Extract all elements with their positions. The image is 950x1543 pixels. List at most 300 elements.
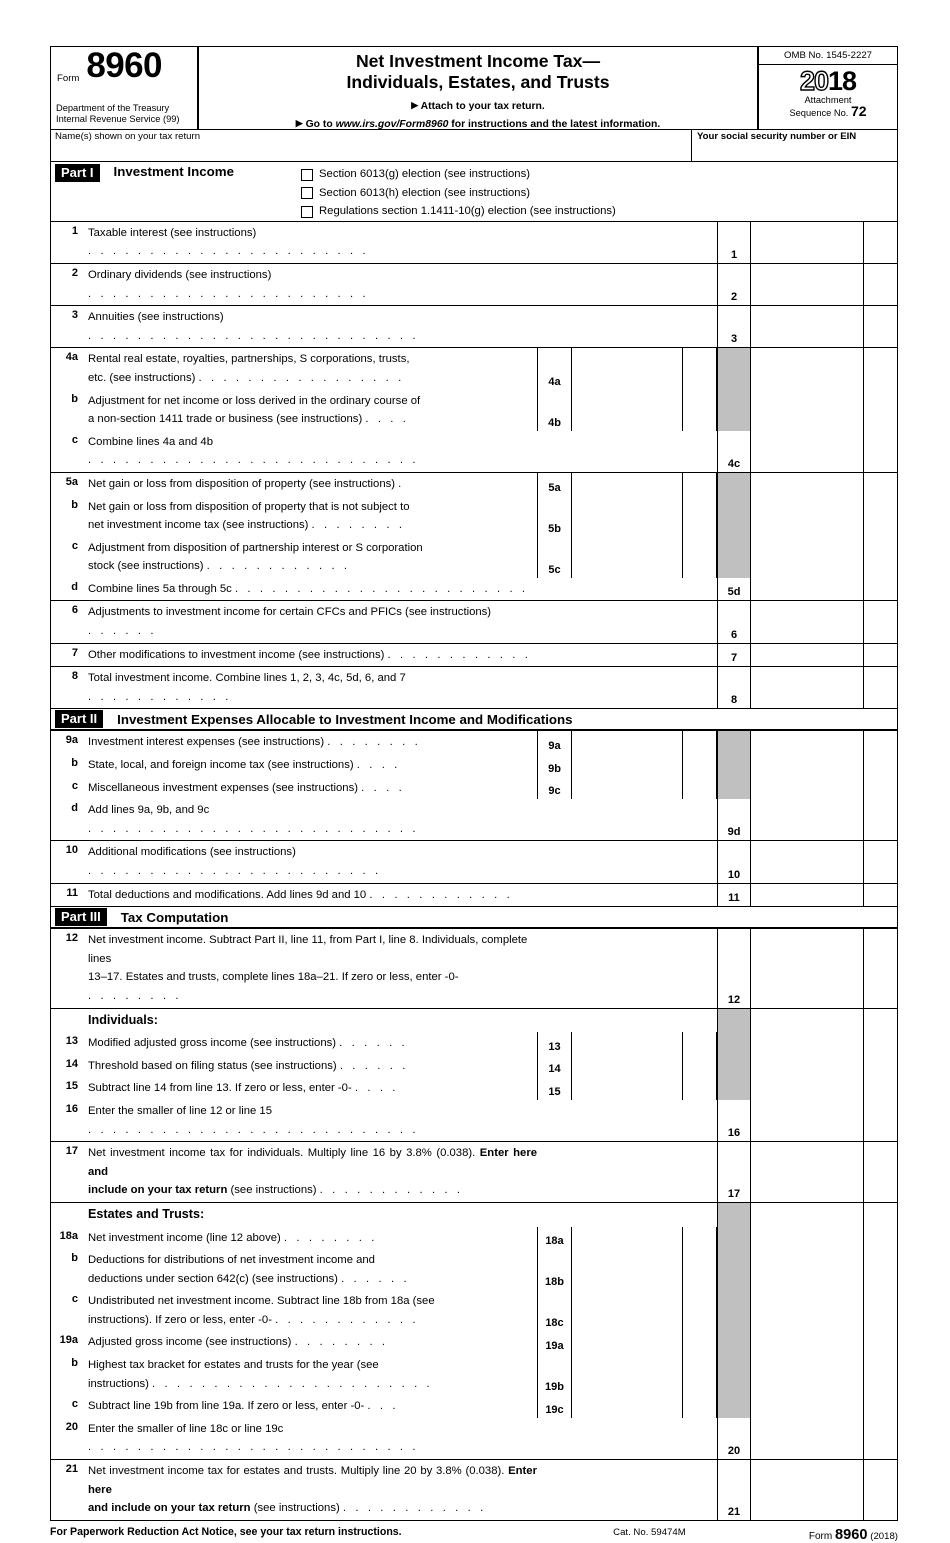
sub-line-number: 9b: [537, 754, 572, 777]
line-text: Total deductions and modifications. Add lines 9d and 10: [88, 888, 367, 901]
line-text: Miscellaneous investment expenses (see instructions): [88, 781, 358, 794]
leader-dots: . . . . . . . .: [327, 736, 421, 749]
part-1-title: Investment Income: [113, 164, 234, 179]
line21-text-b: Enter here: [88, 1465, 537, 1496]
cents-input: [864, 1009, 897, 1033]
sub-amount-input[interactable]: [572, 1395, 683, 1418]
table-row: [50, 537, 898, 578]
amount-line-number: 9d: [717, 799, 751, 840]
sub-column-spacer: [537, 1009, 717, 1033]
line-number: c: [71, 779, 78, 792]
sub-cents-input[interactable]: [683, 390, 717, 431]
line-description: [82, 264, 537, 305]
amount-input[interactable]: [751, 264, 864, 305]
cents-input: [864, 1055, 897, 1078]
sub-cents-input[interactable]: [683, 1077, 717, 1100]
footer-form-word: Form: [808, 1530, 833, 1542]
leader-dots: . . . . . . . . . . . . . . . . . . . . . . . .: [88, 865, 382, 877]
leader-dots: . . . . . . . . . . . . . . . . .: [198, 371, 405, 384]
name-label: Name(s) shown on your tax return: [55, 131, 201, 142]
sub-cents-input[interactable]: [683, 754, 717, 777]
line-number: 7: [71, 646, 78, 659]
cents-input[interactable]: [864, 264, 897, 305]
sub-amount-input[interactable]: [572, 1249, 683, 1290]
amount-cell: [717, 799, 897, 840]
cents-input: [864, 1395, 897, 1418]
table-row: [50, 1100, 898, 1142]
part-3-title: Tax Computation: [120, 909, 229, 925]
omb-number: OMB No. 1545-2227: [759, 47, 897, 65]
amount-line-number: 10: [717, 841, 751, 882]
line-number: 20: [65, 1420, 78, 1433]
table-row: [50, 1142, 898, 1203]
cents-input[interactable]: [864, 841, 897, 882]
amount-cell: [717, 667, 897, 708]
line-text-2b: 13–17. Estates and trusts, complete lines 18a–21. If zero or less, enter -0-: [88, 971, 459, 984]
amount-input[interactable]: [751, 1142, 864, 1202]
checkbox-6013h[interactable]: [301, 187, 313, 199]
line-text: Enter the smaller of line 12 or line 15: [88, 1104, 272, 1117]
amount-input[interactable]: [751, 799, 864, 840]
line-text: Enter the smaller of line 18c or line 19c: [88, 1422, 284, 1435]
form-title-line-1: Net Investment Income Tax—: [355, 51, 601, 71]
line-text-1: Adjustment from disposition of partnership interest or S corporation: [88, 541, 423, 554]
checkbox-reg-1411-10g[interactable]: [301, 206, 313, 218]
gray-block: [717, 1203, 751, 1227]
sub-column-spacer: [537, 884, 717, 907]
leader-dots: . . . . . . . . . . . . . . . . . . . . . . . . . . .: [88, 822, 419, 835]
sub-cents-input[interactable]: [683, 473, 717, 496]
sub-amount-input[interactable]: [572, 754, 683, 777]
line-description: [82, 1077, 537, 1100]
line-description: [82, 799, 537, 840]
amount-input: [751, 1395, 864, 1418]
attach-instruction: [199, 98, 757, 114]
sub-cents-input[interactable]: [683, 1354, 717, 1395]
amount-cell: [717, 1077, 897, 1100]
tax-year-suffix: 18: [828, 66, 857, 96]
leader-dots: . . . .: [356, 759, 401, 772]
sub-line-number: 4b: [537, 390, 572, 431]
amount-cell: [717, 306, 897, 347]
sub-amount-input[interactable]: [572, 537, 683, 578]
cents-input[interactable]: [864, 601, 897, 642]
amount-line-number: 16: [717, 1100, 751, 1141]
amount-cell: [717, 431, 897, 472]
sub-amount-input[interactable]: [572, 1055, 683, 1078]
line-description: [82, 431, 537, 472]
line-description: [82, 1290, 537, 1331]
amount-cell: [717, 1395, 897, 1418]
table-row: [50, 601, 898, 643]
footer-form-number: 8960: [835, 1526, 868, 1543]
sub-amount-input[interactable]: [572, 1331, 683, 1354]
amount-input: [751, 496, 864, 537]
gray-block: [717, 1077, 751, 1100]
leader-dots: . . . . . .: [339, 1037, 408, 1050]
line-description: [82, 537, 537, 578]
taxpayer-identification-row: [50, 130, 898, 162]
line17-text-d: (see instructions): [227, 1184, 317, 1197]
line-text-1: Undistributed net investment income. Subtract line 18b from 18a (see: [88, 1295, 435, 1308]
footer-form-id: [809, 1526, 898, 1543]
cents-input: [864, 496, 897, 537]
sub-amount-input[interactable]: [572, 496, 683, 537]
line-text: Ordinary dividends (see instructions): [88, 268, 272, 281]
election-row-2[interactable]: [301, 184, 616, 203]
gray-block: [717, 496, 751, 537]
line-text-2: [88, 369, 537, 388]
leader-dots: . . . . . . . . . . . . . . . . . . . . . . . .: [234, 582, 529, 595]
sub-line-number: 4a: [537, 348, 572, 389]
sub-cents-input[interactable]: [683, 348, 717, 389]
amount-cell: [717, 390, 897, 431]
cents-input[interactable]: [864, 1100, 897, 1141]
line-description: [82, 777, 537, 800]
line-text: State, local, and foreign income tax (see instructions): [88, 759, 354, 772]
cents-input: [864, 473, 897, 496]
leader-dots: . . . . . . . . . . . .: [387, 648, 531, 661]
part-2-title: Investment Expenses Allocable to Investment Income and Modifications: [117, 711, 573, 727]
line-description: [82, 496, 537, 537]
gray-block: [717, 1395, 751, 1418]
leader-dots: . . .: [367, 1400, 399, 1413]
line-description: [82, 1142, 537, 1202]
amount-line-number: 12: [717, 929, 751, 1007]
sub-column-spacer: [537, 667, 717, 708]
cents-input: [864, 1354, 897, 1395]
form-title-line-2: Individuals, Estates, and Trusts: [346, 71, 610, 92]
amount-input[interactable]: [751, 1460, 864, 1520]
form-title-block: [199, 47, 759, 129]
line-text-2b: deductions under section 642(c) (see instructions): [88, 1272, 338, 1285]
leader-dots: . . . . . . . . . . . .: [369, 888, 513, 901]
table-row: [50, 1331, 898, 1354]
goto-url[interactable]: www.irs.gov/Form8960: [335, 119, 449, 130]
line-number: 16: [65, 1102, 78, 1115]
sub-column-spacer: [537, 841, 717, 882]
leader-dots: . . . . . . . . . . . . . . . . . . . . . . . . . . .: [88, 1441, 419, 1454]
gray-block: [717, 537, 751, 578]
amount-input[interactable]: [751, 601, 864, 642]
table-row: [50, 306, 898, 348]
amount-input[interactable]: [751, 667, 864, 708]
line21-text-a: Net investment income tax for estates and trusts. Multiply line 20 by 3.8% (0.038).: [88, 1465, 509, 1478]
amount-input[interactable]: [751, 431, 864, 472]
amount-input[interactable]: [751, 929, 864, 1007]
form-header: [50, 46, 898, 130]
line-number: c: [71, 539, 78, 552]
line-description: [82, 473, 537, 496]
line-text: Add lines 9a, 9b, and 9c: [88, 804, 210, 817]
sub-line-number: 13: [537, 1032, 572, 1055]
amount-input[interactable]: [751, 884, 864, 907]
line-text-1: Net investment income. Subtract Part II, line 11, from Part I, line 8. Individuals, complete lines: [88, 934, 528, 965]
subheading-individuals: Individuals:: [88, 1012, 158, 1027]
line-number: c: [71, 1398, 78, 1411]
line-description: [82, 1354, 537, 1395]
election-row-1[interactable]: [301, 165, 616, 184]
sub-cents-input[interactable]: [683, 1032, 717, 1055]
amount-input: [751, 1290, 864, 1331]
line-number: 1: [71, 224, 78, 237]
sub-cents-input[interactable]: [683, 777, 717, 800]
sub-column-spacer: [537, 264, 717, 305]
sub-amount-input[interactable]: [572, 390, 683, 431]
line21-text-d: (see instructions): [250, 1502, 340, 1515]
amount-cell: [717, 1100, 897, 1141]
sub-line-number: 14: [537, 1055, 572, 1078]
sub-line-number: 5a: [537, 473, 572, 496]
cents-input: [864, 390, 897, 431]
sub-amount-cell: [537, 1290, 717, 1331]
table-row: [50, 731, 898, 754]
line-text: Modified adjusted gross income (see instructions): [88, 1037, 337, 1050]
amount-input: [751, 777, 864, 800]
line-description: [82, 1100, 537, 1141]
cents-input[interactable]: [864, 578, 897, 601]
amount-input: [751, 731, 864, 754]
part-1-tag: Part I: [55, 164, 100, 182]
line-text-1: Rental real estate, royalties, partnerships, S corporations, trusts,: [88, 353, 410, 366]
sub-cents-input[interactable]: [683, 1249, 717, 1290]
sub-amount-input[interactable]: [572, 348, 683, 389]
sub-amount-input[interactable]: [572, 1290, 683, 1331]
cents-input: [864, 348, 897, 389]
leader-dots: . . . . . . . .: [283, 1231, 378, 1244]
line-text-2: [88, 410, 537, 429]
line-text-2: [88, 1375, 537, 1394]
part-3-tag: Part III: [55, 908, 107, 926]
cents-input: [864, 1290, 897, 1331]
line-description: [82, 754, 537, 777]
amount-cell: [717, 601, 897, 642]
sub-amount-input[interactable]: [572, 1077, 683, 1100]
cents-input: [864, 1032, 897, 1055]
line-text-2b: net investment income tax (see instructions): [88, 519, 309, 532]
sub-amount-cell: [537, 496, 717, 537]
line-number: [51, 1203, 82, 1227]
amount-input: [751, 1203, 864, 1227]
line-text-1: Adjustment for net income or loss derived in the ordinary course of: [88, 394, 421, 407]
amount-input[interactable]: [751, 306, 864, 347]
leader-dots: . . . . . .: [341, 1272, 410, 1285]
amount-cell: [717, 1142, 897, 1202]
line-number: b: [71, 392, 78, 405]
line-number: 19a: [59, 1334, 78, 1347]
leader-dots: . . . . . . . . . . . . . . . . . . . . . . . . . . .: [88, 454, 419, 467]
subheading-estates: Estates and Trusts:: [88, 1206, 205, 1221]
gray-block: [717, 777, 751, 800]
line-text-2b: etc. (see instructions): [88, 371, 196, 384]
amount-cell: [717, 1009, 897, 1033]
line-text: Other modifications to investment income (see instructions): [88, 648, 385, 661]
cents-input[interactable]: [864, 306, 897, 347]
form-8960: [50, 46, 898, 1543]
subheading-row-individuals: [50, 1009, 898, 1033]
sub-cents-input[interactable]: [683, 1055, 717, 1078]
cents-input[interactable]: [864, 1142, 897, 1202]
leader-dots: . . . . . . . . . . . . . . . . . . . . . . . . . . .: [88, 329, 419, 342]
cents-input: [864, 754, 897, 777]
cents-input[interactable]: [864, 1460, 897, 1520]
cents-input[interactable]: [864, 644, 897, 667]
leader-dots: . . . . . .: [339, 1059, 409, 1072]
line-number: 10: [65, 844, 78, 857]
department-block: [56, 103, 180, 126]
line-text-1: [88, 1462, 537, 1499]
table-row: [50, 222, 898, 264]
checkbox-6013g[interactable]: [301, 169, 313, 181]
sub-line-number: 19b: [537, 1354, 572, 1395]
sub-amount-input[interactable]: [572, 1354, 683, 1395]
amount-input: [751, 1009, 864, 1033]
amount-input: [751, 1077, 864, 1100]
amount-input[interactable]: [751, 841, 864, 882]
gray-block: [717, 390, 751, 431]
line-text-2b: a non-section 1411 trade or business (see instructions): [88, 413, 363, 426]
line-description: [82, 1009, 537, 1033]
sub-cents-input[interactable]: [683, 1290, 717, 1331]
table-row: [50, 1418, 898, 1460]
line-number: 4a: [65, 351, 78, 364]
line-description: [82, 222, 537, 263]
amount-input[interactable]: [751, 222, 864, 263]
amount-line-number: 17: [717, 1142, 751, 1202]
cents-input[interactable]: [864, 884, 897, 907]
amount-cell: [717, 1249, 897, 1290]
sub-cents-input[interactable]: [683, 1331, 717, 1354]
amount-line-number: 7: [717, 644, 751, 667]
amount-cell: [717, 929, 897, 1007]
leader-dots: . . . . . . . . . . . . . . . . . . . . . . .: [152, 1377, 433, 1390]
amount-cell: [717, 777, 897, 800]
cents-input[interactable]: [864, 1418, 897, 1459]
line17-text-b: Enter here and: [88, 1147, 537, 1178]
amount-input[interactable]: [751, 578, 864, 601]
cents-input[interactable]: [864, 431, 897, 472]
line-text-2: [88, 968, 537, 1005]
sub-cents-input[interactable]: [683, 1395, 717, 1418]
sub-amount-cell: [537, 1055, 717, 1078]
ssn-field[interactable]: [692, 130, 897, 161]
sub-amount-cell: [537, 473, 717, 496]
leader-dots: . . . . . . . . . . . .: [342, 1502, 487, 1515]
sub-amount-cell: [537, 754, 717, 777]
line-description: [82, 578, 537, 601]
line-text-1: Deductions for distributions of net investment income and: [88, 1254, 375, 1267]
sub-amount-input[interactable]: [572, 777, 683, 800]
sub-amount-cell: [537, 777, 717, 800]
line-number: b: [71, 757, 78, 770]
line-number: b: [71, 1252, 78, 1265]
gray-block: [717, 348, 751, 389]
sub-amount-input[interactable]: [572, 731, 683, 754]
table-row: [50, 473, 898, 496]
leader-dots: . . . . . . . .: [294, 1336, 389, 1349]
sub-cents-input[interactable]: [683, 731, 717, 754]
line-number: c: [71, 1293, 78, 1306]
sub-cents-input[interactable]: [683, 496, 717, 537]
gray-block: [717, 1009, 751, 1033]
line-description: [82, 1331, 537, 1354]
gray-block: [717, 731, 751, 754]
sub-amount-input[interactable]: [572, 1032, 683, 1055]
sequence-label: Sequence No.: [789, 108, 849, 119]
sub-amount-cell: [537, 1249, 717, 1290]
line-number: 3: [71, 309, 78, 322]
amount-line-number: 5d: [717, 578, 751, 601]
amount-cell: [717, 496, 897, 537]
line-description: [82, 884, 537, 907]
line17-text-a: Net investment income tax for individuals. Multiply line 16 by 3.8% (0.038).: [88, 1147, 480, 1160]
tax-year: [759, 65, 897, 95]
sub-line-number: 9a: [537, 731, 572, 754]
gray-block: [717, 1249, 751, 1290]
amount-input[interactable]: [751, 1100, 864, 1141]
table-row: [50, 1077, 898, 1100]
gray-block: [717, 1055, 751, 1078]
sub-amount-cell: [537, 1354, 717, 1395]
amount-cell: [717, 348, 897, 389]
line-number: b: [71, 1357, 78, 1370]
amount-input: [751, 537, 864, 578]
amount-input[interactable]: [751, 1418, 864, 1459]
line-text-2: [88, 1311, 537, 1330]
line-text-1: [88, 1144, 537, 1181]
sub-amount-cell: [537, 390, 717, 431]
sub-cents-input[interactable]: [683, 537, 717, 578]
line-text-2: [88, 516, 537, 535]
amount-input: [751, 1032, 864, 1055]
amount-cell: [717, 264, 897, 305]
part-3-header: [50, 907, 898, 929]
amount-input[interactable]: [751, 644, 864, 667]
line-text: Adjustments to investment income for certain CFCs and PFICs (see instructions): [88, 606, 492, 619]
cents-input: [864, 1249, 897, 1290]
department-line-2: Internal Revenue Service (99): [56, 114, 180, 125]
line-description: [82, 348, 537, 389]
form-word-label: Form: [57, 73, 80, 84]
line-description: [82, 667, 537, 708]
leader-dots: . . . .: [354, 1082, 399, 1095]
table-row: [50, 929, 898, 1008]
line-text: Combine lines 5a through 5c: [88, 582, 232, 595]
gray-block: [717, 1331, 751, 1354]
line-text-2b: instructions). If zero or less, enter -0-: [88, 1313, 272, 1326]
table-row: [50, 578, 898, 602]
part-2-header: [50, 709, 898, 731]
amount-input: [751, 1354, 864, 1395]
line-text: Net gain or loss from disposition of property (see instructions): [88, 477, 396, 490]
line17-text-c: include on your tax return: [88, 1184, 228, 1197]
cents-input[interactable]: [864, 667, 897, 708]
amount-input: [751, 390, 864, 431]
sub-amount-input[interactable]: [572, 473, 683, 496]
election-row-3[interactable]: [301, 202, 616, 221]
cents-input[interactable]: [864, 799, 897, 840]
leader-dots: .: [398, 477, 405, 490]
gray-block: [717, 473, 751, 496]
line-text-2: [88, 557, 537, 576]
catalog-number: Cat. No. 59474M: [613, 1526, 686, 1538]
part-1-header: [50, 162, 898, 222]
cents-input[interactable]: [864, 929, 897, 1007]
cents-input[interactable]: [864, 222, 897, 263]
amount-cell: [717, 473, 897, 496]
attachment-label: Attachment: [804, 95, 852, 105]
name-field[interactable]: [51, 130, 692, 161]
